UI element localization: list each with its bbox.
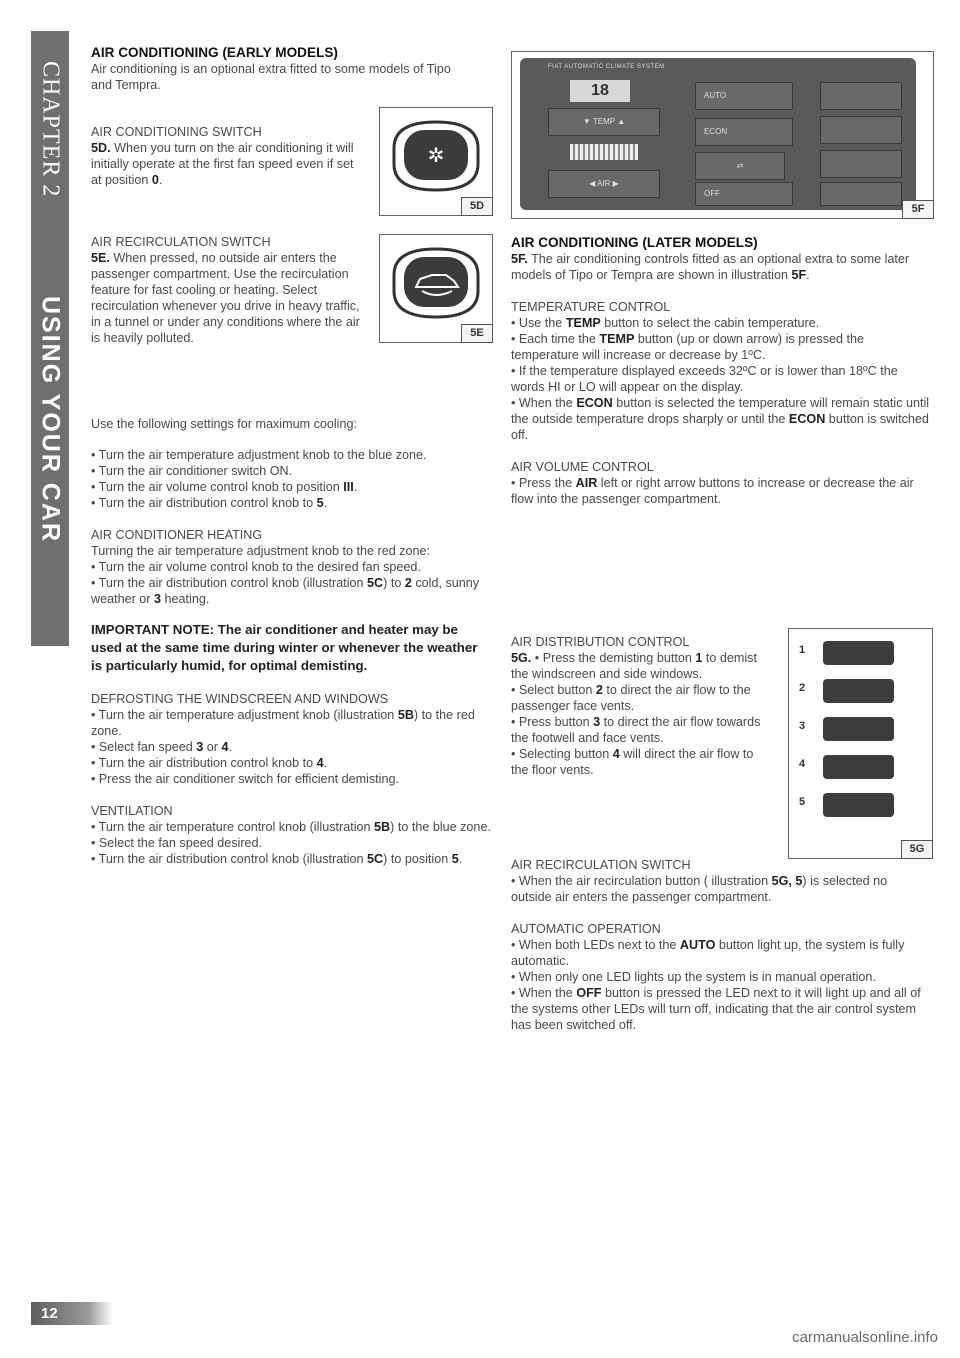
climate-control-panel (520, 58, 916, 210)
face-vent-button[interactable] (820, 116, 902, 144)
figure-5f (511, 51, 934, 219)
figure-tag-5g: 5G (901, 840, 933, 859)
demist-button[interactable] (820, 82, 902, 110)
figure-tag-5e: 5E (461, 324, 493, 343)
air-button[interactable]: ◀ AIR ▶ (548, 170, 660, 198)
defrost-3: • Turn the air distribution control knob to 4. (91, 756, 328, 770)
heating-2: • Turn the air distribution control knob (illustration 5C) to 2 cold, sunny weather or 3 heating. (91, 576, 480, 606)
recirc-right-1: • When the air recirculation button ( illustration 5G, 5) is selected no outside air enters the passenger compartment. (511, 874, 888, 904)
page-number: 12 (41, 1305, 58, 1322)
heating-heading: AIR CONDITIONER HEATING (91, 528, 263, 542)
page-number-tab (31, 1302, 113, 1325)
floor-vent-button[interactable] (820, 182, 902, 206)
heading-later-models: AIR CONDITIONING (LATER MODELS) (511, 235, 758, 250)
button-number-1: 1 (799, 644, 806, 656)
auto-1: • When both LEDs next to the AUTO button light up, the system is fully automatic. (511, 938, 905, 968)
temp-button[interactable]: ▼ TEMP ▲ (548, 108, 660, 136)
recirc-heading: AIR RECIRCULATION SWITCH (91, 235, 271, 249)
dist-2: • Select button 2 to direct the air flow to the passenger face vents. (511, 683, 751, 713)
recirculation-key-icon (823, 793, 894, 817)
air-volume-1: • Press the AIR left or right arrow buttons to increase or decrease the air flow into the passenger compartment. (511, 476, 914, 506)
arrow-up-icon: ▲ (614, 117, 626, 126)
important-note: IMPORTANT NOTE: The air conditioner and heater may be used at the same time during winter or whenever the weather is particularly humid, for optimal demisting. (91, 622, 478, 673)
arrow-left-icon: ◀ (589, 179, 598, 188)
temperature-display: 18 (570, 80, 630, 102)
temp-2: • Each time the TEMP button (up or down arrow) is pressed the temperature will increase or decrease by 1ºC. (511, 332, 865, 362)
max-cooling-intro: Use the following settings for maximum cooling: (91, 417, 357, 431)
max-cooling-2: • Turn the air conditioner switch ON. (91, 464, 293, 478)
defrost-4: • Press the air conditioner switch for efficient demisting. (91, 772, 399, 786)
heating-1: • Turn the air volume control knob to the desired fan speed. (91, 560, 421, 574)
vent-1: • Turn the air temperature control knob (illustration 5B) to the blue zone. (91, 820, 491, 834)
left-column (91, 44, 491, 93)
ventilation-heading: VENTILATION (91, 804, 173, 818)
heading-early-models: AIR CONDITIONING (EARLY MODELS) (91, 45, 338, 60)
left-body (91, 416, 491, 867)
figure-tag-5f: 5F (902, 200, 934, 219)
figure-5g (788, 628, 933, 859)
face-vent-key-icon (823, 679, 894, 703)
intro-early: Air conditioning is an optional extra fitted to some models of Tipo and Tempra. (91, 62, 451, 92)
recirculation-icon (380, 235, 492, 325)
button-number-5: 5 (799, 796, 806, 808)
switch-5d-text (91, 124, 366, 188)
recirculation-button[interactable] (695, 152, 785, 180)
button-number-4: 4 (799, 758, 806, 770)
svg-text:✲: ✲ (427, 143, 445, 167)
air-volume-heading: AIR VOLUME CONTROL (511, 460, 654, 474)
button-number-2: 2 (799, 682, 806, 694)
figure-5e (379, 234, 493, 343)
air-distribution-text (511, 634, 769, 778)
figure-tag-5d: 5D (461, 197, 493, 216)
car-icon: ⇄ (736, 161, 744, 170)
right-column-bottom (511, 857, 931, 1033)
switch-heading: AIR CONDITIONING SWITCH (91, 125, 262, 139)
auto-button[interactable]: AUTO (695, 82, 793, 110)
recirc-heading-right: AIR RECIRCULATION SWITCH (511, 858, 691, 872)
auto-3: • When the OFF button is pressed the LED next to it will light up and all of the systems other LEDs will turn off, indicating that the air control system has been switched off. (511, 986, 921, 1032)
econ-button[interactable]: ECON (695, 118, 793, 146)
temp-1: • Use the TEMP button to select the cabin temperature. (511, 316, 820, 330)
max-cooling-3: • Turn the air volume control knob to position III. (91, 480, 358, 494)
temp-control-heading: TEMPERATURE CONTROL (511, 300, 671, 314)
chapter-title: USING YOUR CAR (36, 296, 65, 544)
right-column-top (511, 234, 931, 507)
temp-3: • If the temperature displayed exceeds 32ºC or is lower than 18ºC the words HI or LO will appear on the display. (511, 364, 898, 394)
max-cooling-4: • Turn the air distribution control knob to 5. (91, 496, 328, 510)
recirc-5e-text (91, 234, 366, 250)
temp-4: • When the ECON button is selected the temperature will remain static until the outside temperature drops sharply or until the ECON button is switched off. (511, 396, 930, 442)
dist-3: • Press button 3 to direct the air flow towards the footwell and face vents. (511, 715, 761, 745)
switch-paragraph: 5D. When you turn on the air conditioning it will initially operate at the first fan speed even if set at position 0. (91, 141, 354, 187)
panel-label: FIAT AUTOMATIC CLIMATE SYSTEM (548, 64, 665, 70)
watermark: carmanualsonline.info (792, 1329, 938, 1346)
later-intro: 5F. The air conditioning controls fitted as an optional extra to some later models of Tipo or Tempra are shown in illustration 5F. (511, 252, 910, 282)
arrow-down-icon: ▼ (582, 117, 593, 126)
foot-face-key-icon (823, 717, 894, 741)
vent-2: • Select the fan speed desired. (91, 836, 263, 850)
defrost-2: • Select fan speed 3 or 4. (91, 740, 232, 754)
vent-3: • Turn the air distribution control knob (illustration 5C) to position 5. (91, 852, 463, 866)
ac-switch-icon (380, 108, 492, 198)
air-distribution-heading: AIR DISTRIBUTION CONTROL (511, 635, 690, 649)
defrost-heading: DEFROSTING THE WINDSCREEN AND WINDOWS (91, 692, 389, 706)
demist-key-icon (823, 641, 894, 665)
heating-intro: Turning the air temperature adjustment knob to the red zone: (91, 544, 431, 558)
figure-5d (379, 107, 493, 216)
auto-heading: AUTOMATIC OPERATION (511, 922, 661, 936)
chapter-sidebar (31, 31, 69, 646)
button-number-3: 3 (799, 720, 806, 732)
fan-bar-indicator (570, 144, 638, 160)
max-cooling-1: • Turn the air temperature adjustment knob to the blue zone. (91, 448, 427, 462)
foot-face-button[interactable] (820, 150, 902, 178)
dist-1: 5G. • Press the demisting button 1 to demist the windscreen and side windows. (511, 651, 757, 681)
defrost-1: • Turn the air temperature adjustment knob (illustration 5B) to the red zone. (91, 708, 475, 738)
recirc-paragraph: 5E. When pressed, no outside air enters the passenger compartment. Use the recirculation feature for fast cooling or heating. Select recirculation whenever you drive in heavy traffic, in a tunnel or under any conditions where the air is heavily polluted. (91, 251, 360, 345)
arrow-right-icon: ▶ (610, 179, 619, 188)
chapter-label: CHAPTER 2 (37, 61, 64, 198)
off-button[interactable]: OFF (695, 182, 793, 206)
floor-vent-key-icon (823, 755, 894, 779)
dist-4: • Selecting button 4 will direct the air flow to the floor vents. (511, 747, 754, 777)
auto-2: • When only one LED lights up the system is in manual operation. (511, 970, 876, 984)
